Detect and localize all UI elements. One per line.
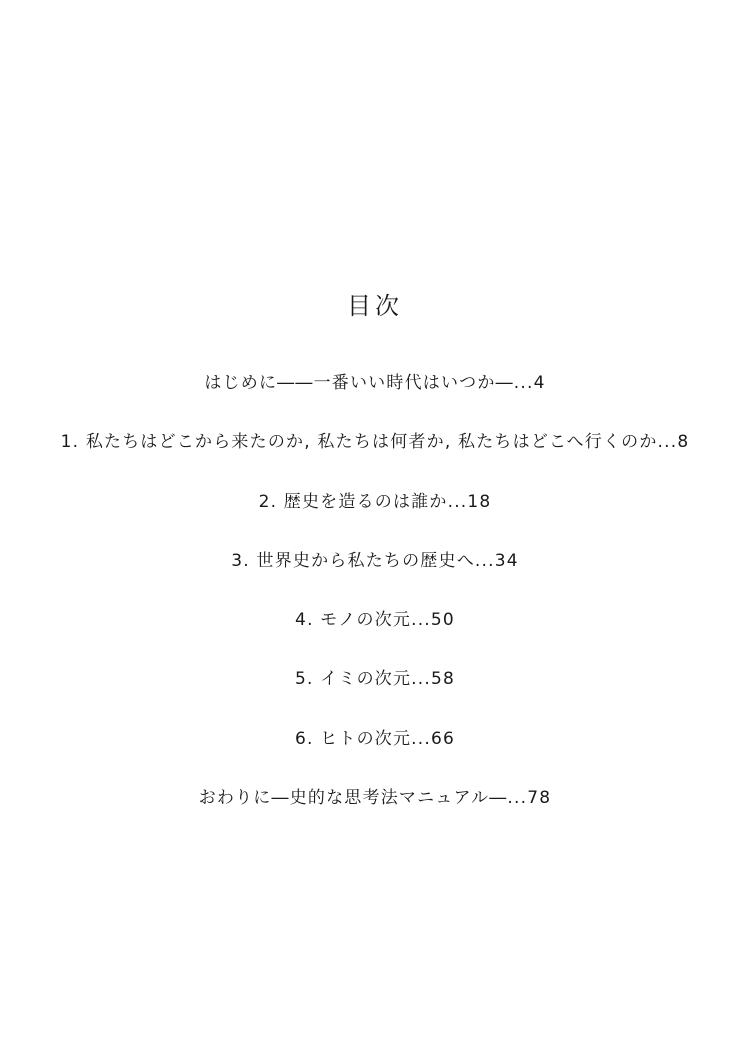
toc-entry-chapter-4[interactable]: 4. モノの次元...50 (295, 610, 455, 631)
toc-title: 目次 (347, 292, 403, 321)
toc-entry-chapter-2[interactable]: 2. 歴史を造るのは誰か...18 (258, 491, 492, 512)
toc-entry-chapter-6[interactable]: 6. ヒトの次元...66 (294, 728, 456, 749)
toc-entry-chapter-5[interactable]: 5. イミの次元...58 (294, 669, 456, 690)
toc-entry-chapter-1[interactable]: 1. 私たちはどこから来たのか, 私たちは何者か, 私たちはどこへ行くのか...8 (60, 432, 690, 453)
toc-list (0, 370, 750, 844)
toc-entry-introduction[interactable]: はじめに――一番いい時代はいつか―...4 (204, 373, 546, 393)
toc-entry-chapter-3[interactable]: 3. 世界史から私たちの歴史へ...34 (231, 550, 519, 571)
toc-entry-conclusion[interactable]: おわりに―史的な思考法マニュアル―...78 (198, 788, 552, 809)
